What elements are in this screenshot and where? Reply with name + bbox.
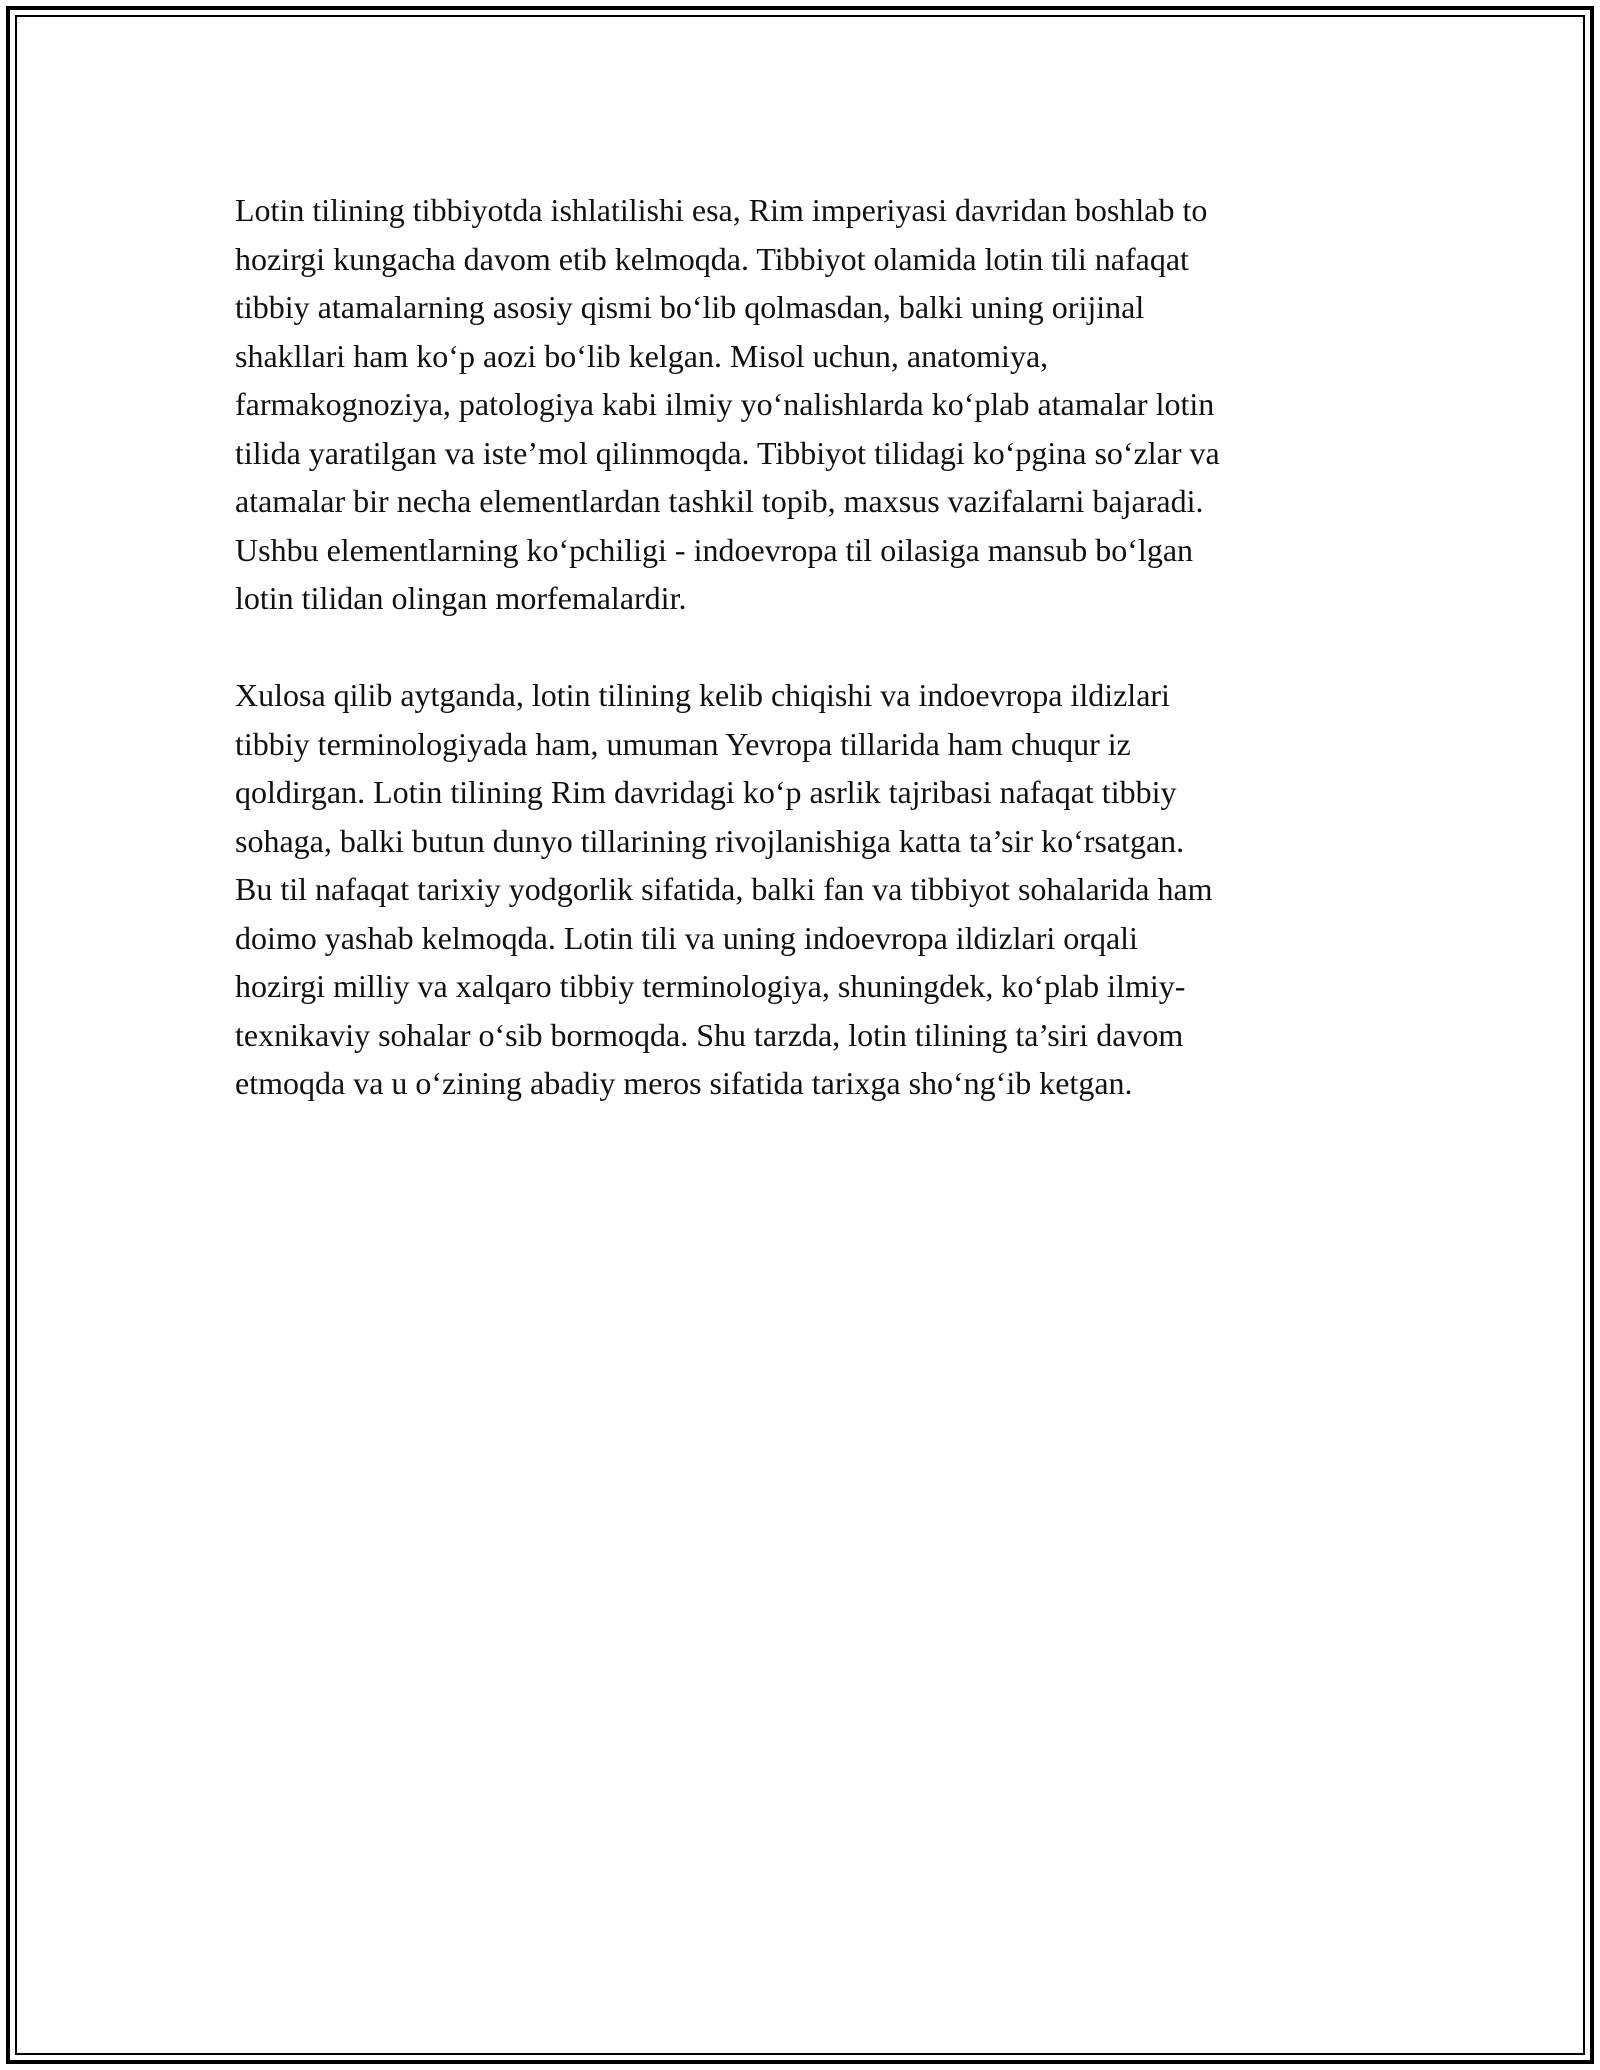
paragraph-line: hozirgi milliy va xalqaro tibbiy terminologiya, shuningdek, ko‘plab ilmiy- <box>235 968 1186 1004</box>
paragraph-line: atamalar bir necha elementlardan tashkil topib, maxsus vazifalarni bajaradi. <box>235 483 1204 519</box>
paragraph-line: doimo yashab kelmoqda. Lotin tili va uning indoevropa ildizlari orqali <box>235 919 1138 956</box>
paragraph-line: etmoqda va u o‘zining abadiy meros sifatida tarixga sho‘ng‘ib ketgan. <box>235 1065 1133 1101</box>
paragraph-1 <box>235 186 1375 623</box>
paragraph-line: qoldirgan. Lotin tilining Rim davridagi ko‘p asrlik tajribasi nafaqat tibbiy <box>235 774 1177 810</box>
paragraph-line: Lotin tilining tibbiyotda ishlatilishi esa, Rim imperiyasi davridan boshlab to <box>235 192 1208 228</box>
paragraph-line: tilida yaratilgan va iste’mol qilinmoqda. Tibbiyot tilidagi ko‘pgina so‘zlar va <box>235 434 1220 471</box>
paragraph-line: Ushbu elementlarning ko‘pchiligi - indoevropa til oilasiga mansub bo‘lgan <box>235 531 1194 568</box>
paragraph-line: hozirgi kungacha davom etib kelmoqda. Tibbiyot olamida lotin tili nafaqat <box>235 240 1189 277</box>
paragraph-line: Xulosa qilib aytganda, lotin tilining kelib chiqishi va indoevropa ildizlari <box>235 677 1170 713</box>
paragraph-line: tibbiy atamalarning asosiy qismi bo‘lib qolmasdan, balki uning orijinal <box>235 289 1145 325</box>
paragraph-line: sohaga, balki butun dunyo tillarining rivojlanishiga katta ta’sir ko‘rsatgan. <box>235 822 1185 859</box>
paragraph-line: texnikaviy sohalar o‘sib bormoqda. Shu tarzda, lotin tilining ta’siri davom <box>235 1016 1184 1053</box>
paragraph-2 <box>235 671 1375 1108</box>
paragraph-line: lotin tilidan olingan morfemalardir. <box>235 580 687 616</box>
paragraph-line: farmakognoziya, patologiya kabi ilmiy yo‘nalishlarda ko‘plab atamalar lotin <box>235 386 1215 422</box>
paragraph-line: shakllari ham ko‘p aozi bo‘lib kelgan. Misol uchun, anatomiya, <box>235 337 1049 374</box>
paragraph-line: tibbiy terminologiyada ham, umuman Yevropa tillarida ham chuqur iz <box>235 725 1131 762</box>
paragraph-line: Bu til nafaqat tarixiy yodgorlik sifatida, balki fan va tibbiyot sohalarida ham <box>235 871 1213 907</box>
document-body <box>235 186 1375 1156</box>
